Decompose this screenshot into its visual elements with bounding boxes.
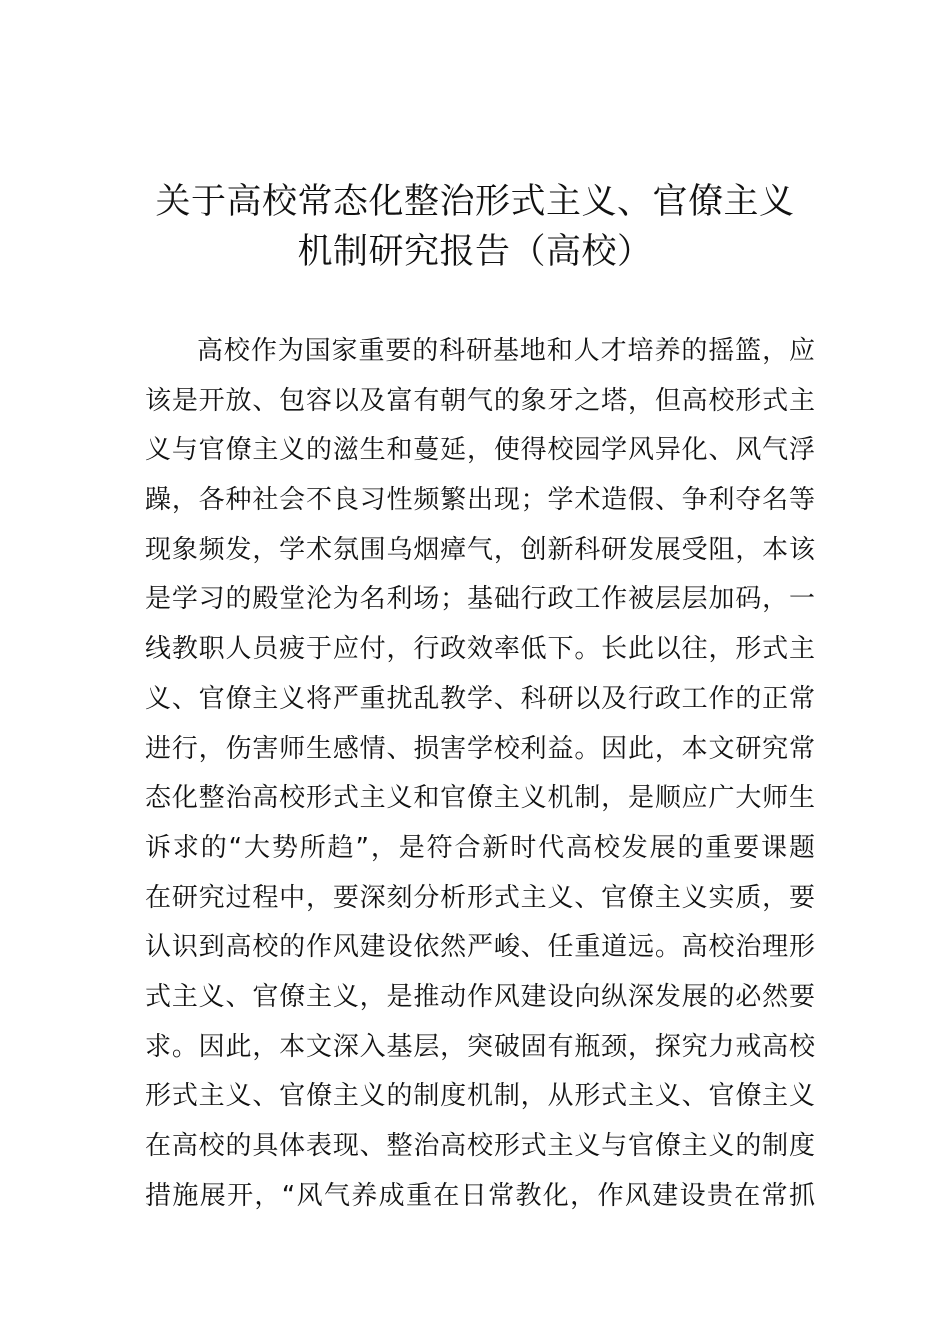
body-line: 线教职人员疲于应付，行政效率低下。长此以往，形式主 bbox=[145, 634, 815, 665]
body-line: 义与官僚主义的滋生和蔓延，使得校园学风异化、风气浮 bbox=[145, 435, 815, 466]
body-line: 在高校的具体表现、整治高校形式主义与官僚主义的制度 bbox=[145, 1131, 815, 1161]
body-line: 态化整治高校形式主义和官僚主义机制，是顺应广大师生 bbox=[145, 783, 815, 814]
body-line: 求。因此，本文深入基层，突破固有瓶颈，探究力戒高校 bbox=[145, 1031, 815, 1062]
document-body bbox=[145, 327, 815, 1221]
body-line: 义、官僚主义将严重扰乱教学、科研以及行政工作的正常 bbox=[145, 683, 815, 714]
body-line: 该是开放、包容以及富有朝气的象牙之塔，但高校形式主 bbox=[145, 385, 815, 416]
body-line: 现象频发，学术氛围乌烟瘴气，创新科研发展受阻，本该 bbox=[145, 534, 815, 565]
body-line: 认识到高校的作风建设依然严峻、任重道远。高校治理形 bbox=[145, 932, 815, 963]
body-line: 在研究过程中，要深刻分析形式主义、官僚主义实质，要 bbox=[145, 882, 815, 913]
body-line: 式主义、官僚主义，是推动作风建设向纵深发展的必然要 bbox=[145, 981, 815, 1012]
body-line: 躁，各种社会不良习性频繁出现；学术造假、争利夺名等 bbox=[145, 485, 815, 516]
body-line: 高校作为国家重要的科研基地和人才培养的摇篮，应 bbox=[197, 336, 815, 366]
body-line: 形式主义、官僚主义的制度机制，从形式主义、官僚主义 bbox=[145, 1081, 815, 1112]
document-title-line-1: 关于高校常态化整治形式主义、官僚主义 bbox=[155, 182, 795, 222]
body-line: 诉求的“大势所趋”，是符合新时代高校发展的重要课题 bbox=[145, 832, 815, 863]
document-title-line-2: 机制研究报告（高校） bbox=[297, 232, 653, 272]
body-line: 措施展开，“风气养成重在日常教化，作风建设贵在常抓 bbox=[145, 1180, 815, 1211]
body-line: 是学习的殿堂沦为名利场；基础行政工作被层层加码，一 bbox=[145, 584, 815, 615]
body-line: 进行，伤害师生感情、损害学校利益。因此，本文研究常 bbox=[145, 733, 815, 764]
